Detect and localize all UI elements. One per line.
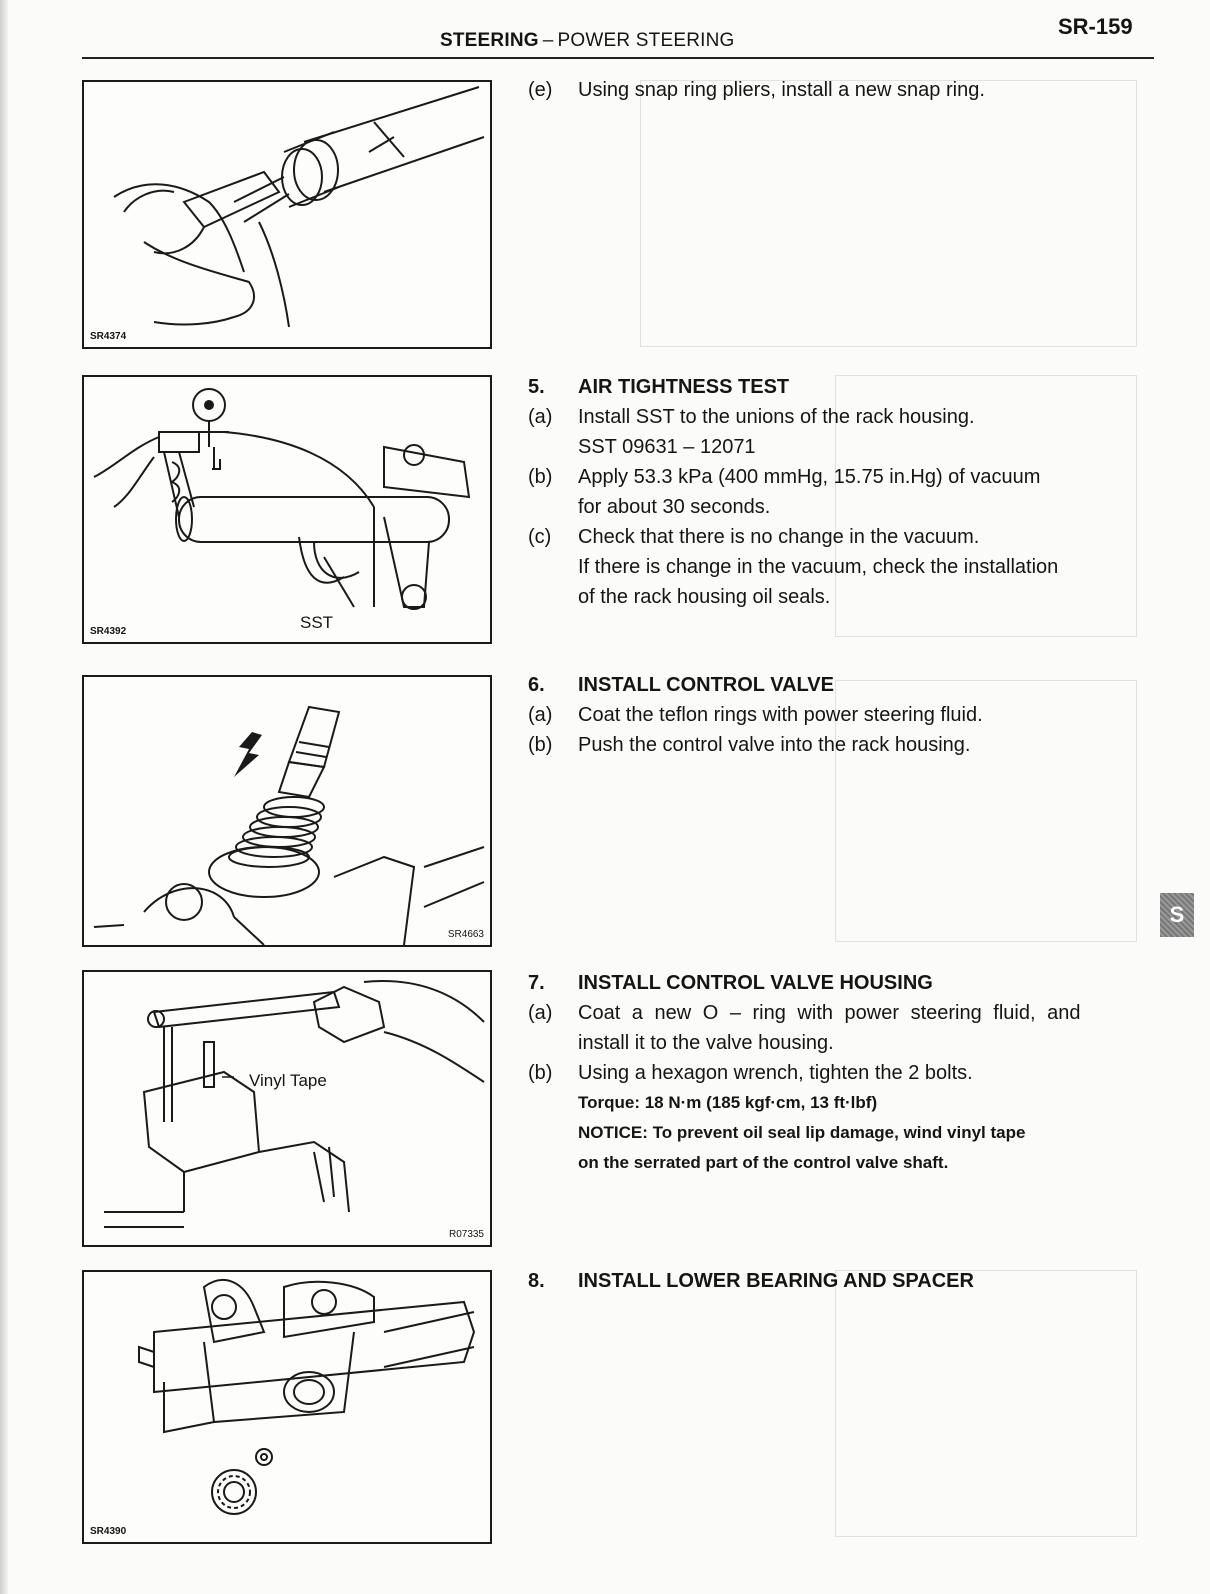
- step-text: install it to the valve housing.: [578, 1032, 834, 1054]
- header-rule: [82, 57, 1154, 59]
- step-text: Coat a new O – ring with power steering fluid, and: [578, 1002, 1081, 1024]
- hexagon-wrench-illustration: [84, 972, 490, 1245]
- step-text: Push the control valve into the rack housing.: [578, 734, 971, 756]
- bleed-through-frame-1: [640, 80, 1137, 347]
- torque-spec: Torque: 18 N·m (185 kgf·cm, 13 ft·lbf): [578, 1093, 878, 1112]
- bleed-through-frame-4: [835, 1270, 1137, 1537]
- step-text: Install SST to the unions of the rack housing.: [578, 406, 975, 428]
- step-number: 5.: [528, 376, 545, 398]
- callout-vinyl-tape: Vinyl Tape: [249, 1071, 327, 1090]
- sst-number: SST 09631 – 12071: [578, 436, 756, 458]
- running-header: [440, 30, 735, 52]
- notice-text: NOTICE: To prevent oil seal lip damage, wind vinyl tape: [578, 1123, 1026, 1142]
- figure-code: R07335: [448, 1229, 484, 1240]
- step-text: Check that there is no change in the vacuum.: [578, 526, 980, 548]
- page-edge-shadow: [0, 0, 8, 1594]
- step-label: (a): [528, 704, 553, 726]
- snap-ring-illustration: [84, 82, 490, 347]
- step-title: INSTALL LOWER BEARING AND SPACER: [578, 1270, 974, 1292]
- step-number: 7.: [528, 972, 545, 994]
- figure-code: SR4392: [90, 626, 127, 637]
- step-label: (b): [528, 1062, 553, 1084]
- step-label: (c): [528, 526, 552, 548]
- step-text: Using snap ring pliers, install a new snap ring.: [578, 79, 985, 101]
- step-title: INSTALL CONTROL VALVE HOUSING: [578, 972, 933, 994]
- step-label: (b): [528, 466, 553, 488]
- page-number: SR-159: [1058, 14, 1133, 39]
- figure-control-valve: [82, 675, 492, 947]
- step-label: (a): [528, 1002, 553, 1024]
- figure-code: SR4374: [90, 331, 127, 342]
- section-tab: S: [1160, 893, 1194, 937]
- step-text: Using a hexagon wrench, tighten the 2 bolts.: [578, 1062, 973, 1084]
- notice-text: on the serrated part of the control valve shaft.: [578, 1153, 949, 1172]
- control-valve-illustration: [84, 677, 490, 945]
- step-title: AIR TIGHTNESS TEST: [578, 376, 790, 398]
- step-text: Coat the teflon rings with power steering fluid.: [578, 704, 983, 726]
- step-text: of the rack housing oil seals.: [578, 586, 831, 608]
- step-text: If there is change in the vacuum, check the installation: [578, 556, 1059, 578]
- step-number: 8.: [528, 1270, 545, 1292]
- figure-snap-ring: [82, 80, 492, 349]
- step-text: for about 30 seconds.: [578, 496, 771, 518]
- step-label: (b): [528, 734, 553, 756]
- vacuum-gauge-illustration: [84, 377, 490, 642]
- header-section: STEERING: [440, 30, 539, 51]
- header-dash: –: [542, 30, 554, 51]
- callout-sst: SST: [300, 613, 334, 632]
- bearing-spacer-illustration: [84, 1272, 490, 1542]
- step-number: 6.: [528, 674, 545, 696]
- step-text: Apply 53.3 kPa (400 mmHg, 15.75 in.Hg) of vacuum: [578, 466, 1041, 488]
- step-label: (e): [528, 79, 553, 101]
- figure-lower-bearing: [82, 1270, 492, 1544]
- figure-valve-housing: [82, 970, 492, 1247]
- figure-code: SR4390: [90, 1526, 127, 1537]
- step-label: (a): [528, 406, 553, 428]
- figure-code: SR4663: [447, 929, 484, 940]
- header-subsection: POWER STEERING: [557, 30, 735, 51]
- figure-air-tightness: [82, 375, 492, 644]
- step-title: INSTALL CONTROL VALVE: [578, 674, 834, 696]
